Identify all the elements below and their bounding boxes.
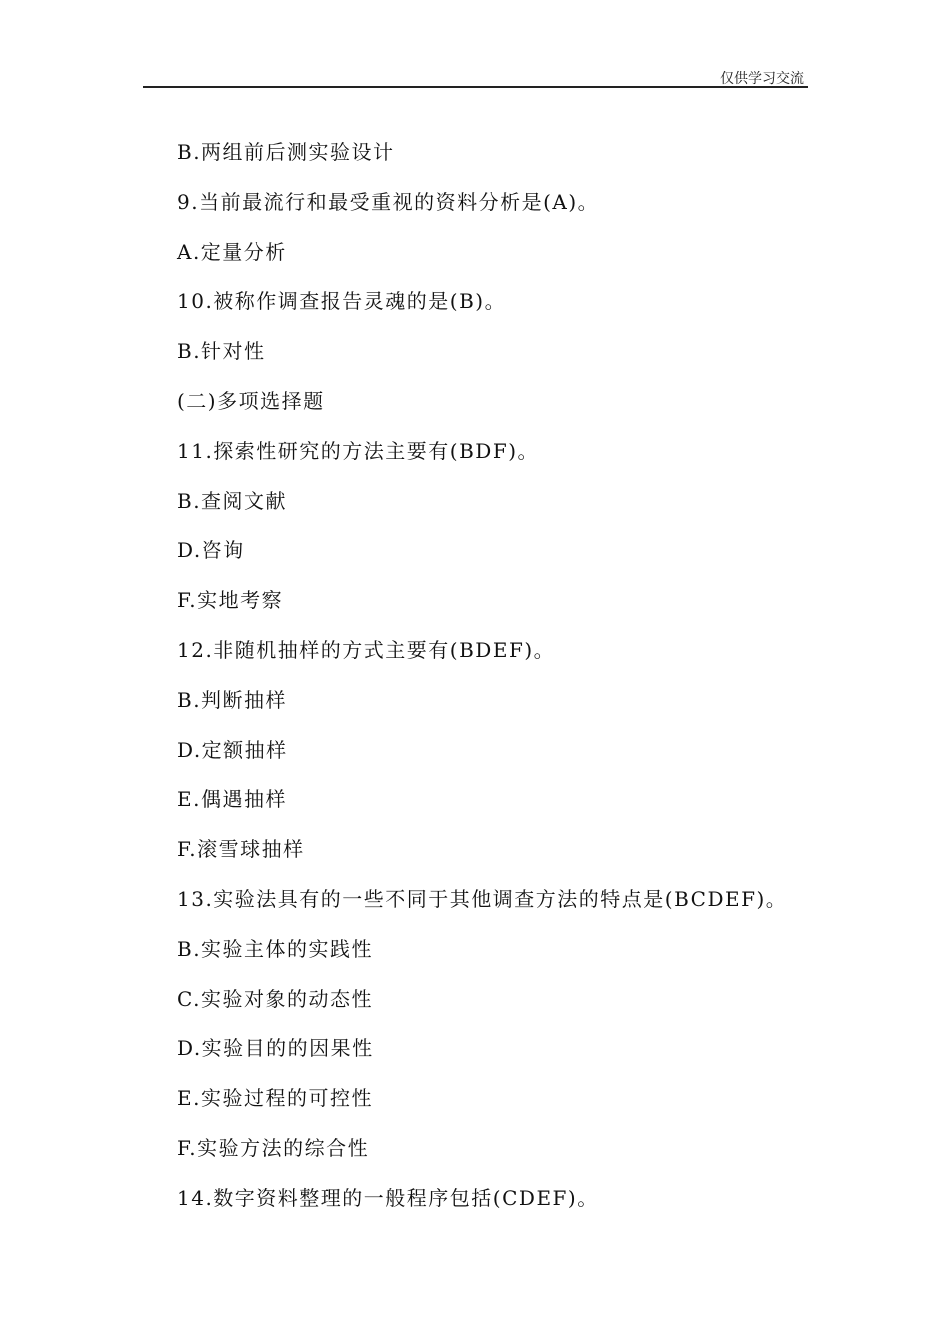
text-line: B.两组前后测实验设计 [177,140,395,164]
answer-line: D.定额抽样 [177,737,288,762]
answer-line: C.实验对象的动态性 [177,986,373,1011]
answer-line: F.滚雪球抽样 [177,837,305,862]
answer-line: B.判断抽样 [177,687,288,712]
header-rule [143,86,808,88]
answer-line: B.针对性 [177,339,266,364]
answer-line: B.实验主体的实践性 [177,936,374,961]
document-body [177,137,817,1233]
answer-line: B.查阅文献 [177,488,288,513]
answer-line: E.实验过程的可控性 [177,1086,373,1111]
answer-line: D.咨询 [177,538,245,563]
answer-line: F.实地考察 [177,588,284,613]
answer-line: E.偶遇抽样 [177,787,287,812]
question-line: 10.被称作调查报告灵魂的是(B)。 [177,289,507,314]
answer-line: F.实验方法的综合性 [177,1135,370,1160]
question-line: 11.探索性研究的方法主要有(BDF)。 [177,438,540,463]
question-line: 12.非随机抽样的方式主要有(BDEF)。 [177,637,556,662]
answer-line: A.定量分析 [177,239,287,264]
question-line: 9.当前最流行和最受重视的资料分析是(A)。 [177,189,600,214]
header-note: 仅供学习交流 [720,71,804,87]
question-line: 13.实验法具有的一些不同于其他调查方法的特点是(BCDEF)。 [177,886,788,911]
answer-line: D.实验目的的因果性 [177,1036,374,1061]
section-heading: (二)多项选择题 [177,388,325,413]
question-line: 14.数字资料整理的一般程序包括(CDEF)。 [177,1185,599,1210]
